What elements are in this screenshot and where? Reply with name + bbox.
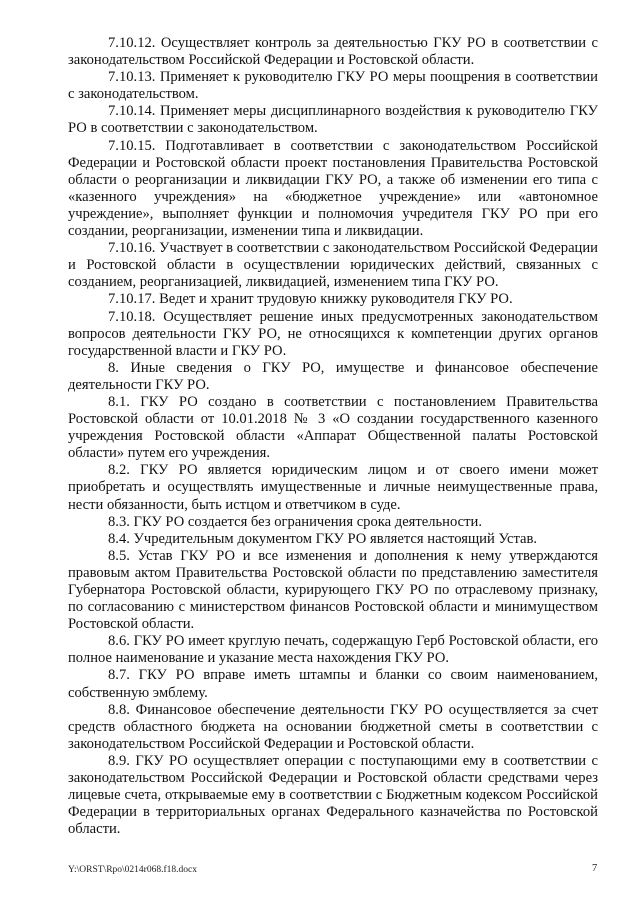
paragraph-7-10-18: 7.10.18. Осуществляет решение иных предусмотренных законодательством вопросов деятельности ГКУ РО, не относящихся к компетенции других органов государственной власти и ГКУ РО.: [68, 308, 598, 359]
paragraph-7-10-14: 7.10.14. Применяет меры дисциплинарного воздействия к руководителю ГКУ РО в соответствии с законодательством.: [68, 103, 598, 137]
paragraph-7-10-13: 7.10.13. Применяет к руководителю ГКУ РО меры поощрения в соответствии с законодательством.: [68, 69, 598, 103]
paragraph-8-5: 8.5. Устав ГКУ РО и все изменения и дополнения к нему утверждаются правовым актом Правительства Ростовской области по представлению заместителя Губернатора Ростовской области, курирующего ГКУ РО по отраслевому признаку, по согласованию с министерством финансов Ростовской области и минимуществом Ростовской области.: [68, 547, 598, 633]
paragraph-7-10-12: 7.10.12. Осуществляет контроль за деятельностью ГКУ РО в соответствии с законодательством Российской Федерации и Ростовской области.: [68, 35, 598, 69]
paragraph-8-2: 8.2. ГКУ РО является юридическим лицом и от своего имени может приобретать и осуществлять имущественные и личные неимущественные права, нести обязанности, быть истцом и ответчиком в суде.: [68, 462, 598, 513]
paragraph-8-1: 8.1. ГКУ РО создано в соответствии с постановлением Правительства Ростовской области от 10.01.2018 № 3 «О создании государственного казенного учреждения Ростовской области «Аппарат Общественной палаты Ростовской области» путем его учреждения.: [68, 393, 598, 462]
paragraph-8-3: 8.3. ГКУ РО создается без ограничения срока деятельности.: [108, 513, 482, 530]
paragraph-7-10-16: 7.10.16. Участвует в соответствии с законодательством Российской Федерации и Ростовской области в осуществлении юридических действий, связанных с созданием, реорганизацией, ликвидацией, изменением типа ГКУ РО.: [68, 240, 598, 291]
paragraph-7-10-15: 7.10.15. Подготавливает в соответствии с законодательством Российской Федерации и Ростовской области проект постановления Правительства Ростовской области о реорганизации и ликвидации ГКУ РО, а также об изменении его типа с «казенного учреждения» на «бюджетное учреждение» или «автономное учреждение», выполняет функции и полномочия учредителя ГКУ РО при его создании, реорганизации, изменении типа и ликвидации.: [68, 137, 598, 240]
paragraph-8-8: 8.8. Финансовое обеспечение деятельности ГКУ РО осуществляется за счет средств областного бюджета на основании бюджетной сметы в соответствии с законодательством Российской Федерации и Ростовской области.: [68, 701, 598, 752]
section-8-heading: 8. Иные сведения о ГКУ РО, имуществе и финансовое обеспечение деятельности ГКУ РО.: [68, 359, 598, 393]
paragraph-7-10-17: 7.10.17. Ведет и хранит трудовую книжку руководителя ГКУ РО.: [108, 291, 513, 308]
paragraph-8-9: 8.9. ГКУ РО осуществляет операции с поступающими ему в соответствии с законодательством Российской Федерации и Ростовской области средствами через лицевые счета, открываемые ему в соответствии с Бюджетным кодексом Российской Федерации в территориальных органах Федерального казначейства по Ростовской области.: [68, 752, 598, 838]
footer-page-number: 7: [592, 863, 598, 874]
document-page: [68, 35, 598, 838]
paragraph-8-4: 8.4. Учредительным документом ГКУ РО является настоящий Устав.: [108, 530, 538, 547]
paragraph-8-6: 8.6. ГКУ РО имеет круглую печать, содержащую Герб Ростовской области, его полное наименование и указание места нахождения ГКУ РО.: [68, 633, 598, 667]
footer-file-path: Y:\ORST\Rpo\0214r068.f18.docx: [68, 865, 197, 875]
paragraph-8-7: 8.7. ГКУ РО вправе иметь штампы и бланки со своим наименованием, собственную эмблему.: [68, 667, 598, 701]
